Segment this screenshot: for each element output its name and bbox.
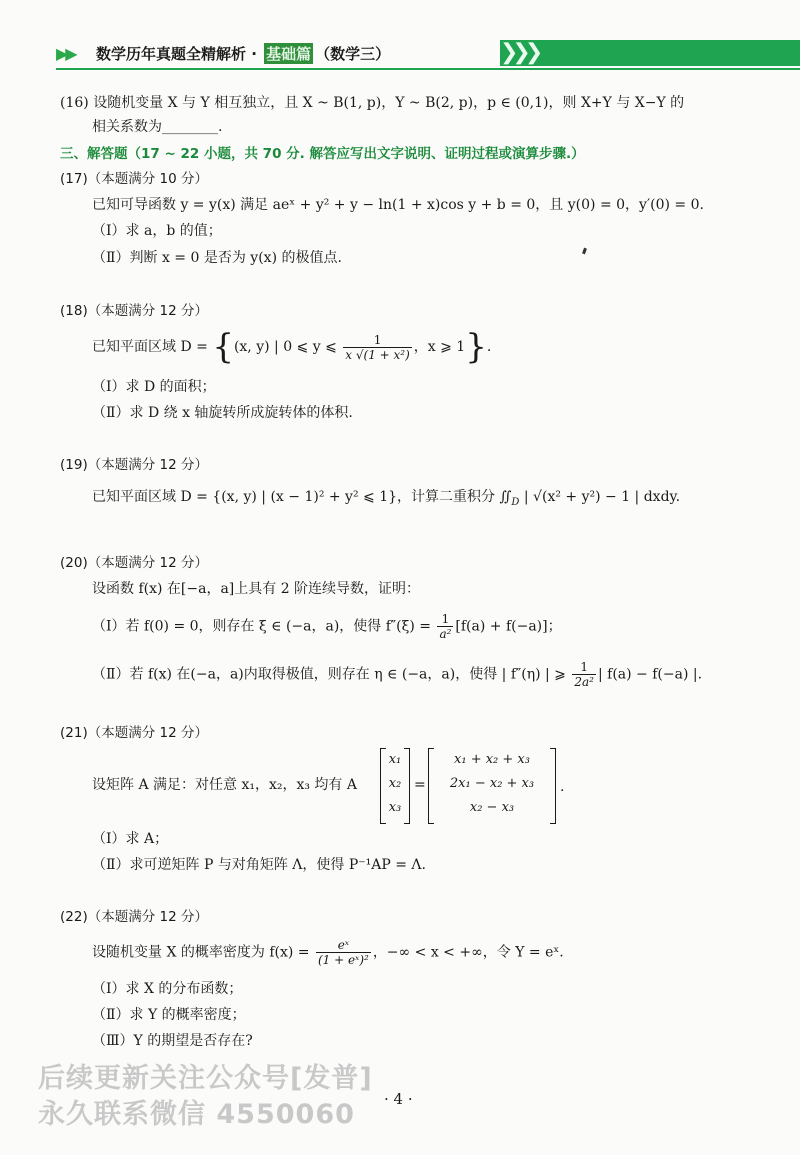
- scan-speck: [582, 248, 587, 255]
- q21-heading: (21)（本题满分 12 分）: [60, 725, 208, 741]
- q21-part2: （Ⅱ）求可逆矩阵 P 与对角矩阵 Λ，使得 P⁻¹AP = Λ.: [92, 857, 426, 873]
- q18-heading: (18)（本题满分 12 分）: [60, 303, 208, 319]
- q20-part1: [92, 612, 562, 641]
- q21-period: .: [560, 779, 565, 795]
- q22-heading: (22)（本题满分 12 分）: [60, 909, 208, 925]
- q20-part1-fraction: [437, 612, 453, 641]
- q16-line2: 相关系数为________.: [92, 119, 223, 135]
- section-title: 三、解答题（17 ~ 22 小题，共 70 分. 解答应写出文字说明、证明过程或演算步骤.）: [60, 146, 585, 162]
- book-title-text: 数学历年真题全精解析 ·: [96, 45, 263, 63]
- q18-fraction: [343, 333, 412, 362]
- q17-stem: 已知可导函数 y = y(x) 满足 aeˣ + y² + y − ln(1 + x)cos y + b = 0，且 y(0) = 0，y′(0) = 0.: [92, 197, 704, 213]
- fraction-denominator: a²: [439, 627, 452, 641]
- q19-stem: [92, 488, 680, 512]
- double-arrow-icon: ▶▶: [56, 44, 75, 63]
- q21-stem: 设矩阵 A 满足：对任意 x₁，x₂，x₃ 均有 A: [92, 777, 357, 793]
- q17-part1: （Ⅰ）求 a，b 的值；: [92, 223, 222, 239]
- integral-domain: D: [511, 496, 520, 508]
- q18-set-condition: (x, y) | 0 ⩽ y ⩽: [233, 339, 337, 355]
- q20-part1-prefix: （Ⅰ）若 f(0) = 0，则存在 ξ ∈ (−a，a)，使得 f″(ξ) =: [92, 618, 431, 635]
- q20-heading: (20)（本题满分 12 分）: [60, 555, 208, 571]
- fraction-denominator: x √(1 + x²): [345, 347, 410, 362]
- q20-part1-suffix: [f(a) + f(−a)]；: [455, 618, 562, 635]
- left-brace: {: [212, 327, 234, 367]
- watermark-line1: 后续更新关注公众号[发普]: [38, 1063, 373, 1094]
- page-header: [0, 38, 800, 70]
- book-title: [96, 43, 390, 64]
- watermark-line2: 永久联系微信 4550060: [38, 1099, 355, 1130]
- vector-entry: x₁ + x₂ + x₃: [454, 752, 530, 767]
- q22-part1: （Ⅰ）求 X 的分布函数；: [92, 981, 243, 997]
- q18-part2: （Ⅱ）求 D 绕 x 轴旋转所成旋转体的体积.: [92, 405, 353, 421]
- header-rule: [56, 68, 800, 70]
- q20-part2-suffix: | f(a) − f(−a) |.: [597, 666, 703, 683]
- vector-entry: x₂: [388, 776, 402, 791]
- q22-part3: （Ⅲ）Y 的期望是否存在?: [92, 1033, 253, 1049]
- fraction-denominator: (1 + eˣ)²: [317, 953, 369, 967]
- q21-equals: =: [414, 777, 426, 793]
- chevron-decoration-icon: ❯❯❯: [500, 40, 538, 65]
- fraction-numerator: 1: [437, 612, 453, 627]
- book-subtitle: （数学三）: [315, 45, 391, 63]
- header-green-bar: [500, 40, 800, 66]
- q20-part2-fraction: [572, 660, 596, 689]
- q21-part1: （Ⅰ）求 A；: [92, 831, 169, 847]
- fraction-denominator: 2a²: [574, 675, 594, 689]
- fraction-numerator: 1: [343, 333, 412, 348]
- q18-part1: （Ⅰ）求 D 的面积；: [92, 379, 216, 395]
- fraction-numerator: 1: [572, 660, 596, 675]
- series-badge: 基础篇: [266, 45, 312, 63]
- q18-stem: 已知平面区域 D = {(x, y) | 0 ⩽ y ⩽ $\frac{1}{\text{x √(1 + x²)}}$ ，x ⩾ 1}.: [92, 327, 492, 367]
- q17-part2: （Ⅱ）判断 x = 0 是否为 y(x) 的极值点.: [92, 250, 342, 266]
- vector-entry: x₂ − x₃: [469, 800, 515, 815]
- q22-stem-prefix: 设随机变量 X 的概率密度为 f(x) =: [92, 944, 310, 961]
- q16-line1: (16) 设随机变量 X 与 Y 相互独立，且 X ~ B(1, p)，Y ~ B(2, p)，p ∈ (0,1)，则 X+Y 与 X−Y 的: [60, 95, 685, 111]
- right-brace: }: [465, 327, 487, 367]
- fraction-numerator: eˣ: [316, 938, 371, 953]
- q19-stem-text: 已知平面区域 D = {(x, y) | (x − 1)² + y² ⩽ 1}，计算二重积分 ∬: [92, 489, 512, 505]
- q22-fraction: [316, 938, 371, 967]
- q18-stem-prefix: 已知平面区域 D =: [92, 339, 208, 355]
- q19-integrand: | √(x² + y²) − 1 | dxdy.: [523, 489, 681, 505]
- vector-entry: 2x₁ − x₂ + x₃: [449, 776, 535, 791]
- q21-input-vector: [380, 748, 410, 822]
- q20-stem: 设函数 f(x) 在[−a，a]上具有 2 阶连续导数，证明：: [92, 581, 421, 597]
- q18-set-tail: ，x ⩾ 1: [413, 339, 466, 355]
- q22-part2: （Ⅱ）求 Y 的概率密度；: [92, 1007, 246, 1023]
- page-number: · 4 ·: [384, 1090, 413, 1108]
- q22-stem-suffix: ，−∞ < x < +∞，令 Y = eˣ.: [372, 944, 564, 961]
- vector-entry: x₁: [388, 752, 402, 767]
- q20-part2-prefix: （Ⅱ）若 f(x) 在(−a，a)内取得极值，则存在 η ∈ (−a，a)，使得 | f″(η) | ⩾: [92, 666, 566, 683]
- q19-heading: (19)（本题满分 12 分）: [60, 457, 208, 473]
- q20-part2: [92, 660, 702, 689]
- q17-heading: (17)（本题满分 10 分）: [60, 171, 208, 187]
- vector-entry: x₃: [388, 800, 402, 815]
- q21-output-vector: [428, 748, 556, 822]
- q22-stem: [92, 938, 564, 967]
